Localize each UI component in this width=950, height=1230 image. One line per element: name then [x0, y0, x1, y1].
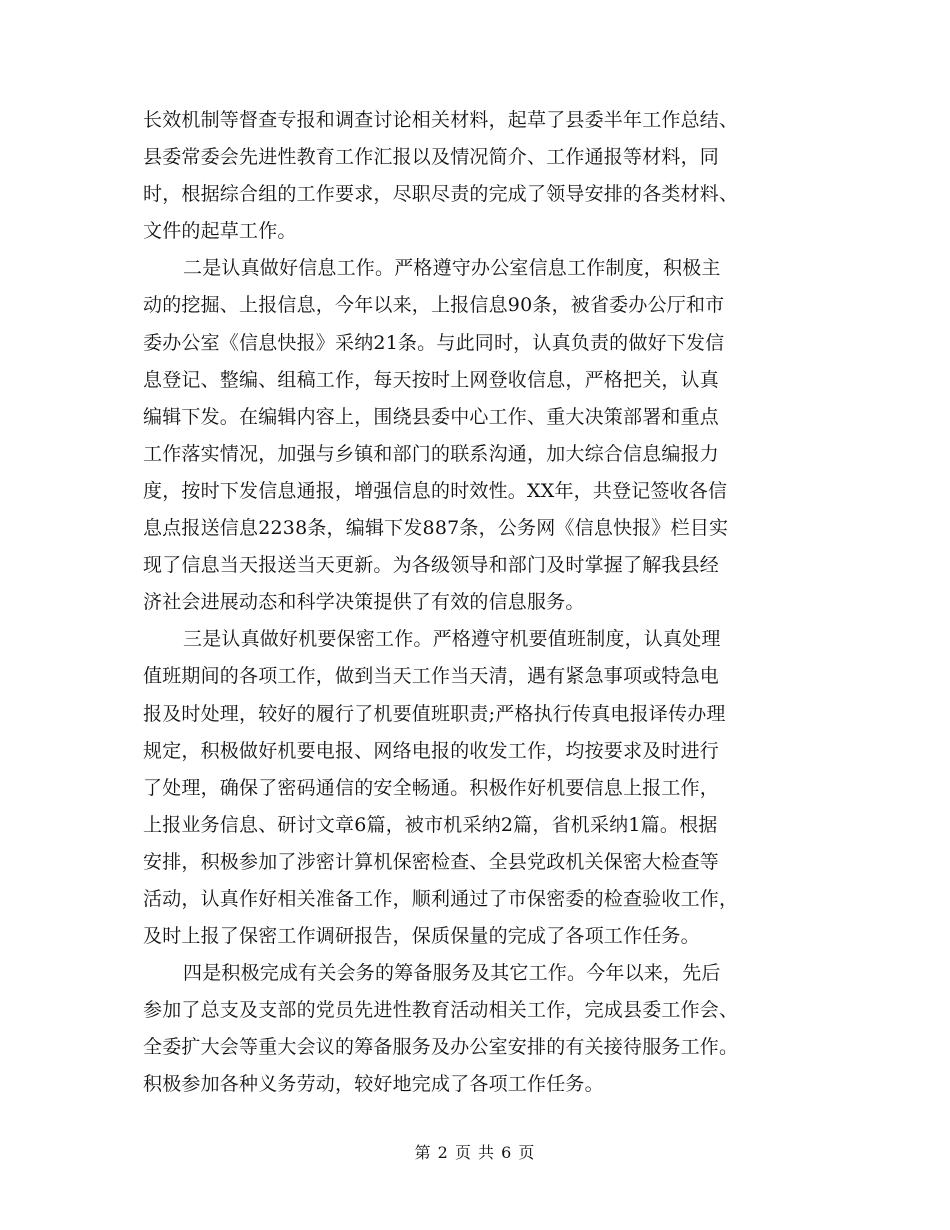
- text-line: 时，根据综合组的工作要求，尽职尽责的完成了领导安排的各类材料、: [143, 183, 739, 206]
- text-line: 安排，积极参加了涉密计算机保密检查、全县党政机关保密大检查等: [143, 850, 720, 873]
- text-line: 度，按时下发信息通报，增强信息的时效性。XX年，共登记签收各信: [143, 479, 728, 502]
- text-line: 全委扩大会等重大会议的筹备服务及办公室安排的有关接待服务工作。: [143, 1036, 739, 1059]
- text-line: 工作落实情况，加强与乡镇和部门的联系沟通，加大综合信息编报力: [143, 442, 720, 465]
- text-line: 规定，积极做好机要电报、网络电报的收发工作，均按要求及时进行: [143, 739, 720, 762]
- page-number-footer: 第 2 页 共 6 页: [414, 1143, 536, 1162]
- text-line: 息登记、整编、组稿工作，每天按时上网登收信息，严格把关，认真: [143, 368, 720, 391]
- text-line: 济社会进展动态和科学决策提供了有效的信息服务。: [143, 591, 585, 614]
- text-line: 动的挖掘、上报信息，今年以来，上报信息90条，被省委办公厅和市: [143, 294, 725, 317]
- text-line: 编辑下发。在编辑内容上，围绕县委中心工作、重大决策部署和重点: [143, 405, 720, 428]
- paragraph-start-line: 四是积极完成有关会务的筹备服务及其它工作。今年以来，先后: [183, 962, 721, 985]
- text-line: 长效机制等督查专报和调查讨论相关材料，起草了县委半年工作总结、: [143, 109, 739, 131]
- text-line: 息点报送信息2238条，编辑下发887条，公务网《信息快报》栏目实: [143, 517, 729, 540]
- text-line: 文件的起草工作。: [143, 220, 297, 243]
- document-body: [143, 102, 811, 1104]
- text-line: 上报业务信息、研讨文章6篇，被市机采纳2篇，省机采纳1篇。根据: [143, 813, 718, 836]
- text-line: 县委常委会先进性教育工作汇报以及情况简介、工作通报等材料，同: [143, 146, 720, 169]
- text-line: 了处理，确保了密码通信的安全畅通。积极作好机要信息上报工作，: [143, 776, 720, 799]
- text-line: 活动，认真作好相关准备工作，顺利通过了市保密委的检查验收工作，: [143, 887, 739, 910]
- text-line: 现了信息当天报送当天更新。为各级领导和部门及时掌握了解我县经: [143, 554, 720, 577]
- paragraph-start-line: 三是认真做好机要保密工作。严格遵守机要值班制度，认真处理: [183, 628, 721, 651]
- text-line: 报及时处理，较好的履行了机要值班职责;严格执行传真电报译传办理: [143, 702, 726, 725]
- text-line: 委办公室《信息快报》采纳21条。与此同时，认真负责的做好下发信: [143, 331, 725, 354]
- paragraph-start-line: 二是认真做好信息工作。严格遵守办公室信息工作制度，积极主: [183, 257, 721, 280]
- text-line: 值班期间的各项工作，做到当天工作当天清，遇有紧急事项或特急电: [143, 665, 720, 688]
- text-line: 积极参加各种义务劳动，较好地完成了各项工作任务。: [143, 1073, 604, 1096]
- text-line: 参加了总支及支部的党员先进性教育活动相关工作，完成县委工作会、: [143, 999, 739, 1022]
- text-line: 及时上报了保密工作调研报告，保质保量的完成了各项工作任务。: [143, 925, 700, 948]
